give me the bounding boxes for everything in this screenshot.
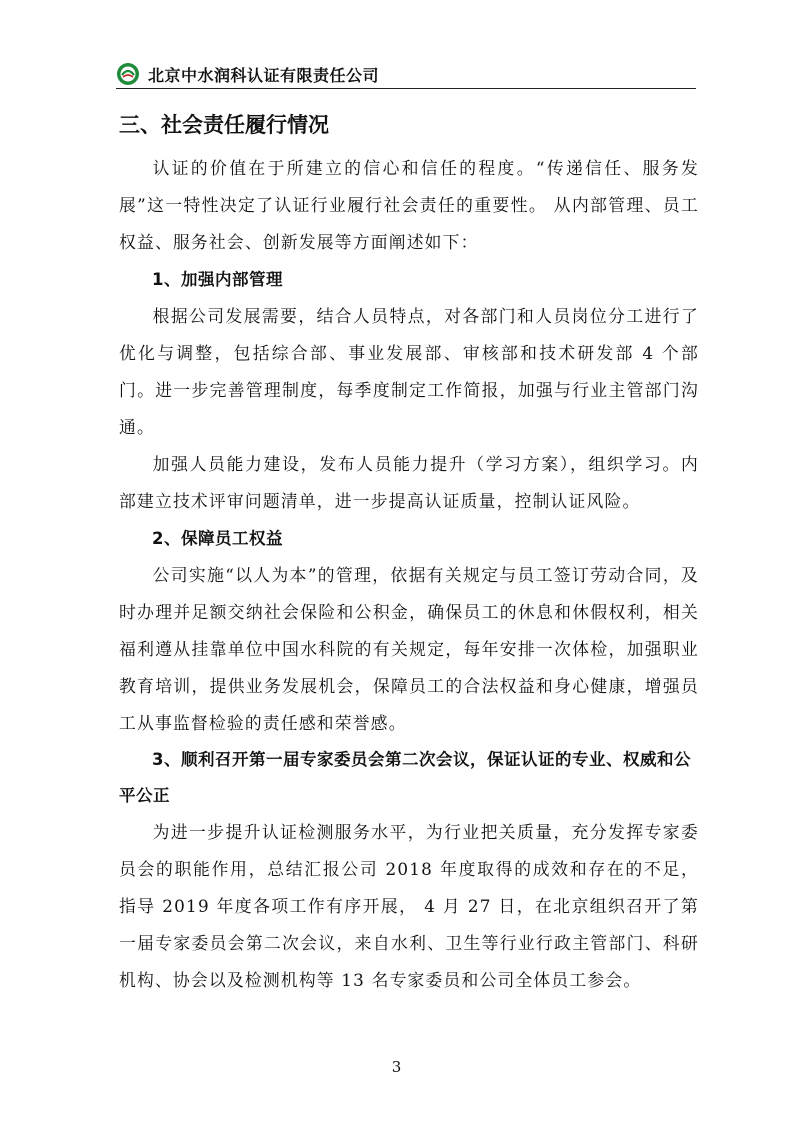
item-1-paragraph-2: 加强人员能力建设，发布人员能力提升（学习方案），组织学习。内部建立技术评审问题清单，进一步提高认证质量，控制认证风险。 <box>119 454 699 511</box>
item-3-paragraph-1: 为进一步提升认证检测服务水平，为行业把关质量，充分发挥专家委员会的职能作用，总结汇报公司 2018 年度取得的成效和存在的不足，指导 2019 年度各项工作有序开展， 4 月 27 日，在北京组织召开了第一届专家委员会第二次会议，来自水利、卫生等行业行政主管部门、科研机构、协会以及检测机构等 13 名专家委员和公司全体员工参会。 <box>119 822 699 990</box>
section-title: 三、社会责任履行情况 <box>119 113 329 137</box>
item-3-heading: 3、顺利召开第一届专家委员会第二次会议，保证认证的专业、权威和公平公正 <box>119 750 691 805</box>
page-header <box>116 60 696 90</box>
item-1-paragraph-1: 根据公司发展需要，结合人员特点，对各部门和人员岗位分工进行了优化与调整，包括综合部、事业发展部、审核部和技术研发部 4 个部门。进一步完善管理制度，每季度制定工作简报，加强与行业主管部门沟通。 <box>119 306 699 437</box>
document-body <box>119 108 699 999</box>
page-number: 3 <box>391 1058 402 1076</box>
item-2-paragraph-1: 公司实施“以人为本”的管理，依据有关规定与员工签订劳动合同，及时办理并足额交纳社会保险和公积金，确保员工的休息和休假权利，相关福利遵从挂靠单位中国水科院的有关规定，每年安排一次体检，加强职业教育培训，提供业务发展机会，保障员工的合法权益和身心健康，增强员工从事监督检验的责任感和荣誉感。 <box>119 565 699 733</box>
item-2-heading: 2、保障员工权益 <box>152 529 283 548</box>
company-logo-icon <box>116 62 140 86</box>
header-divider <box>116 88 696 89</box>
intro-paragraph: 认证的价值在于所建立的信心和信任的程度。“传递信任、服务发展”这一特性决定了认证行业履行社会责任的重要性。 从内部管理、员工权益、服务社会、创新发展等方面阐述如下： <box>119 158 699 252</box>
company-name: 北京中水润科认证有限责任公司 <box>148 66 380 85</box>
item-1-heading: 1、加强内部管理 <box>152 270 283 289</box>
